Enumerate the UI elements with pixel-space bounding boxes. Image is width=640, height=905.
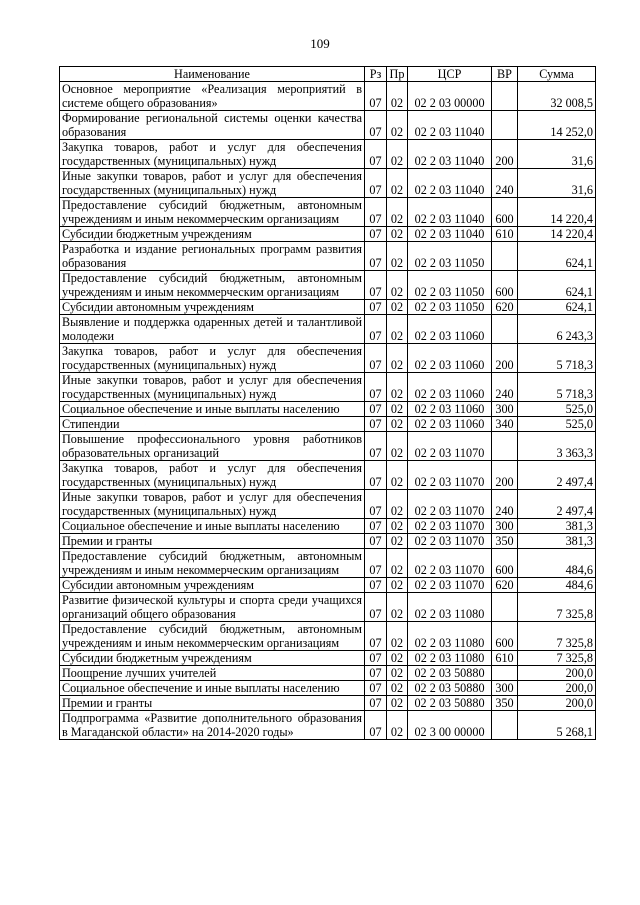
row-vr: 240: [492, 490, 518, 519]
row-sum: 5 268,1: [518, 711, 596, 740]
row-name: Иные закупки товаров, работ и услуг для обеспечения государственных (муниципальных) нужд: [60, 373, 365, 402]
row-vr: 200: [492, 344, 518, 373]
row-pr: 02: [387, 578, 408, 593]
row-name: Предоставление субсидий бюджетным, автономным учреждениям и иным некоммерческим организациям: [60, 622, 365, 651]
row-rz: 07: [365, 242, 387, 271]
row-rz: 07: [365, 140, 387, 169]
row-name: Социальное обеспечение и иные выплаты населению: [60, 681, 365, 696]
row-sum: 2 497,4: [518, 490, 596, 519]
row-name: Субсидии автономным учреждениям: [60, 578, 365, 593]
row-pr: 02: [387, 315, 408, 344]
row-rz: 07: [365, 315, 387, 344]
row-rz: 07: [365, 666, 387, 681]
row-sum: 14 220,4: [518, 227, 596, 242]
table-row: [60, 534, 596, 549]
row-vr: 620: [492, 300, 518, 315]
table-row: [60, 315, 596, 344]
row-rz: 07: [365, 519, 387, 534]
row-csr: 02 2 03 11060: [408, 417, 492, 432]
row-csr: 02 2 03 50880: [408, 681, 492, 696]
row-vr: 300: [492, 402, 518, 417]
row-pr: 02: [387, 681, 408, 696]
row-vr: 600: [492, 271, 518, 300]
row-csr: 02 2 03 11040: [408, 198, 492, 227]
row-name: Премии и гранты: [60, 696, 365, 711]
row-rz: 07: [365, 681, 387, 696]
table-row: [60, 622, 596, 651]
row-sum: 5 718,3: [518, 373, 596, 402]
header-rz: Рз: [365, 67, 387, 82]
row-rz: 07: [365, 198, 387, 227]
row-vr: 340: [492, 417, 518, 432]
row-name: Предоставление субсидий бюджетным, автономным учреждениям и иным некоммерческим организациям: [60, 271, 365, 300]
row-rz: 07: [365, 711, 387, 740]
row-csr: 02 2 03 11070: [408, 519, 492, 534]
row-vr: 300: [492, 681, 518, 696]
row-vr: 240: [492, 169, 518, 198]
row-csr: 02 2 03 11070: [408, 578, 492, 593]
row-pr: 02: [387, 519, 408, 534]
row-rz: 07: [365, 651, 387, 666]
table-row: [60, 227, 596, 242]
row-csr: 02 2 03 11070: [408, 490, 492, 519]
row-name: Закупка товаров, работ и услуг для обеспечения государственных (муниципальных) нужд: [60, 461, 365, 490]
row-sum: 200,0: [518, 681, 596, 696]
row-rz: 07: [365, 300, 387, 315]
row-name: Субсидии автономным учреждениям: [60, 300, 365, 315]
row-vr: [492, 666, 518, 681]
row-pr: 02: [387, 111, 408, 140]
row-csr: 02 2 03 11060: [408, 373, 492, 402]
row-csr: 02 2 03 11070: [408, 534, 492, 549]
row-vr: 620: [492, 578, 518, 593]
row-pr: 02: [387, 593, 408, 622]
row-sum: 624,1: [518, 271, 596, 300]
row-csr: 02 2 03 11070: [408, 461, 492, 490]
table-row: [60, 578, 596, 593]
row-name: Поощрение лучших учителей: [60, 666, 365, 681]
row-sum: 525,0: [518, 402, 596, 417]
row-pr: 02: [387, 534, 408, 549]
table-row: [60, 549, 596, 578]
row-pr: 02: [387, 242, 408, 271]
row-rz: 07: [365, 549, 387, 578]
row-csr: 02 2 03 11040: [408, 169, 492, 198]
row-sum: 32 008,5: [518, 82, 596, 111]
row-name: Разработка и издание региональных программ развития образования: [60, 242, 365, 271]
row-sum: 7 325,8: [518, 622, 596, 651]
row-sum: 5 718,3: [518, 344, 596, 373]
row-name: Закупка товаров, работ и услуг для обеспечения государственных (муниципальных) нужд: [60, 140, 365, 169]
table-row: [60, 82, 596, 111]
row-csr: 02 2 03 11080: [408, 593, 492, 622]
row-rz: 07: [365, 432, 387, 461]
row-vr: [492, 111, 518, 140]
row-name: Подпрограмма «Развитие дополнительного образования в Магаданской области» на 2014-2020 годы»: [60, 711, 365, 740]
page-number: 109: [310, 36, 330, 51]
row-vr: 350: [492, 534, 518, 549]
row-sum: 624,1: [518, 300, 596, 315]
row-sum: 6 243,3: [518, 315, 596, 344]
row-pr: 02: [387, 227, 408, 242]
row-vr: [492, 82, 518, 111]
row-rz: 07: [365, 696, 387, 711]
table-row: [60, 300, 596, 315]
row-name: Социальное обеспечение и иные выплаты населению: [60, 519, 365, 534]
table-row: [60, 696, 596, 711]
row-pr: 02: [387, 198, 408, 227]
row-rz: 07: [365, 534, 387, 549]
table-row: [60, 169, 596, 198]
row-rz: 07: [365, 169, 387, 198]
table-row: [60, 344, 596, 373]
row-sum: 200,0: [518, 666, 596, 681]
row-sum: 381,3: [518, 519, 596, 534]
row-pr: 02: [387, 417, 408, 432]
table-row: [60, 593, 596, 622]
row-vr: 240: [492, 373, 518, 402]
budget-table: [59, 66, 596, 740]
row-csr: 02 2 03 11070: [408, 549, 492, 578]
row-vr: [492, 242, 518, 271]
row-name: Формирование региональной системы оценки качества образования: [60, 111, 365, 140]
row-pr: 02: [387, 140, 408, 169]
row-sum: 2 497,4: [518, 461, 596, 490]
row-pr: 02: [387, 711, 408, 740]
row-name: Субсидии бюджетным учреждениям: [60, 651, 365, 666]
row-csr: 02 2 03 50880: [408, 666, 492, 681]
row-rz: 07: [365, 593, 387, 622]
row-name: Повышение профессионального уровня работников образовательных организаций: [60, 432, 365, 461]
table-row: [60, 198, 596, 227]
table-row: [60, 242, 596, 271]
row-vr: 600: [492, 549, 518, 578]
row-sum: 3 363,3: [518, 432, 596, 461]
row-pr: 02: [387, 549, 408, 578]
row-sum: 624,1: [518, 242, 596, 271]
row-vr: 200: [492, 140, 518, 169]
row-rz: 07: [365, 227, 387, 242]
row-name: Премии и гранты: [60, 534, 365, 549]
row-vr: 610: [492, 651, 518, 666]
row-csr: 02 2 03 11050: [408, 242, 492, 271]
row-csr: 02 2 03 11050: [408, 300, 492, 315]
table-row: [60, 681, 596, 696]
table-row: [60, 666, 596, 681]
row-pr: 02: [387, 432, 408, 461]
row-rz: 07: [365, 402, 387, 417]
header-sum: Сумма: [518, 67, 596, 82]
row-rz: 07: [365, 82, 387, 111]
row-sum: 381,3: [518, 534, 596, 549]
table-header-row: [60, 67, 596, 82]
row-rz: 07: [365, 417, 387, 432]
row-rz: 07: [365, 344, 387, 373]
header-csr: ЦСР: [408, 67, 492, 82]
row-name: Социальное обеспечение и иные выплаты населению: [60, 402, 365, 417]
row-csr: 02 2 03 00000: [408, 82, 492, 111]
row-name: Субсидии бюджетным учреждениям: [60, 227, 365, 242]
row-rz: 07: [365, 111, 387, 140]
table-row: [60, 111, 596, 140]
table-row: [60, 432, 596, 461]
row-name: Выявление и поддержка одаренных детей и талантливой молодежи: [60, 315, 365, 344]
table-row: [60, 402, 596, 417]
row-csr: 02 2 03 11080: [408, 622, 492, 651]
row-rz: 07: [365, 578, 387, 593]
header-name: Наименование: [60, 67, 365, 82]
table-row: [60, 417, 596, 432]
row-rz: 07: [365, 271, 387, 300]
row-pr: 02: [387, 344, 408, 373]
row-vr: [492, 593, 518, 622]
table-row: [60, 461, 596, 490]
table-row: [60, 271, 596, 300]
row-sum: 484,6: [518, 578, 596, 593]
row-vr: [492, 432, 518, 461]
row-pr: 02: [387, 82, 408, 111]
header-vr: ВР: [492, 67, 518, 82]
table-row: [60, 490, 596, 519]
row-pr: 02: [387, 300, 408, 315]
row-csr: 02 2 03 11040: [408, 140, 492, 169]
row-rz: 07: [365, 461, 387, 490]
table-row: [60, 711, 596, 740]
row-sum: 484,6: [518, 549, 596, 578]
row-name: Закупка товаров, работ и услуг для обеспечения государственных (муниципальных) нужд: [60, 344, 365, 373]
row-name: Иные закупки товаров, работ и услуг для обеспечения государственных (муниципальных) нужд: [60, 169, 365, 198]
header-pr: Пр: [387, 67, 408, 82]
row-csr: 02 2 03 11060: [408, 344, 492, 373]
row-name: Основное мероприятие «Реализация мероприятий в системе общего образования»: [60, 82, 365, 111]
row-csr: 02 2 03 11040: [408, 111, 492, 140]
row-name: Развитие физической культуры и спорта среди учащихся организаций общего образования: [60, 593, 365, 622]
row-vr: 600: [492, 198, 518, 227]
row-sum: 525,0: [518, 417, 596, 432]
row-pr: 02: [387, 461, 408, 490]
table-row: [60, 519, 596, 534]
table-row: [60, 140, 596, 169]
row-vr: 300: [492, 519, 518, 534]
row-name: Предоставление субсидий бюджетным, автономным учреждениям и иным некоммерческим организациям: [60, 198, 365, 227]
row-vr: [492, 711, 518, 740]
row-pr: 02: [387, 666, 408, 681]
row-name: Иные закупки товаров, работ и услуг для обеспечения государственных (муниципальных) нужд: [60, 490, 365, 519]
row-sum: 200,0: [518, 696, 596, 711]
row-sum: 31,6: [518, 169, 596, 198]
row-sum: 7 325,8: [518, 651, 596, 666]
row-csr: 02 3 00 00000: [408, 711, 492, 740]
row-csr: 02 2 03 11060: [408, 402, 492, 417]
row-pr: 02: [387, 622, 408, 651]
row-csr: 02 2 03 11070: [408, 432, 492, 461]
row-pr: 02: [387, 490, 408, 519]
row-pr: 02: [387, 402, 408, 417]
row-name: Предоставление субсидий бюджетным, автономным учреждениям и иным некоммерческим организациям: [60, 549, 365, 578]
row-csr: 02 2 03 11060: [408, 315, 492, 344]
row-rz: 07: [365, 490, 387, 519]
row-pr: 02: [387, 651, 408, 666]
row-sum: 14 220,4: [518, 198, 596, 227]
row-pr: 02: [387, 373, 408, 402]
row-name: Стипендии: [60, 417, 365, 432]
table-row: [60, 651, 596, 666]
table-row: [60, 373, 596, 402]
row-sum: 7 325,8: [518, 593, 596, 622]
row-csr: 02 2 03 11050: [408, 271, 492, 300]
row-pr: 02: [387, 271, 408, 300]
row-vr: [492, 315, 518, 344]
row-sum: 14 252,0: [518, 111, 596, 140]
row-csr: 02 2 03 50880: [408, 696, 492, 711]
row-vr: 610: [492, 227, 518, 242]
row-rz: 07: [365, 622, 387, 651]
row-csr: 02 2 03 11080: [408, 651, 492, 666]
row-vr: 600: [492, 622, 518, 651]
table-body: [60, 82, 596, 740]
row-pr: 02: [387, 169, 408, 198]
row-pr: 02: [387, 696, 408, 711]
row-sum: 31,6: [518, 140, 596, 169]
row-vr: 200: [492, 461, 518, 490]
row-csr: 02 2 03 11040: [408, 227, 492, 242]
row-vr: 350: [492, 696, 518, 711]
row-rz: 07: [365, 373, 387, 402]
